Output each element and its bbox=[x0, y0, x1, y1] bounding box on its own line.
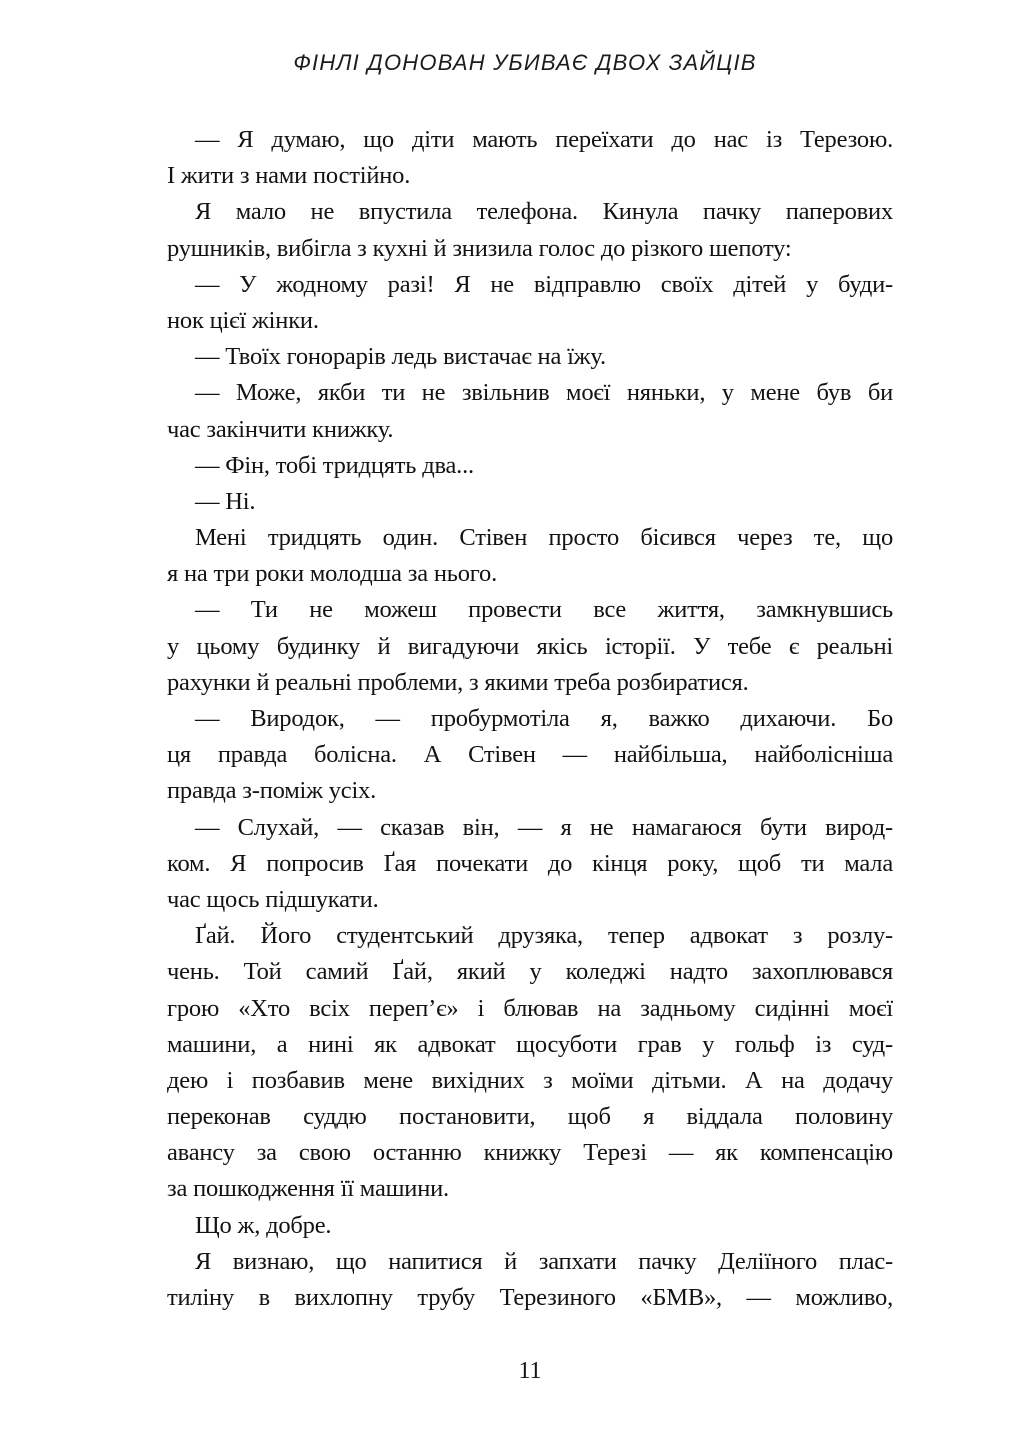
text-line: дею і позбавив мене вихідних з моїми дітьми. А на додачу bbox=[167, 1066, 893, 1094]
text-line: — Фін, тобі тридцять два... bbox=[195, 451, 474, 479]
text-line: Що ж, добре. bbox=[195, 1211, 332, 1239]
text-line: тиліну в вихлопну трубу Терезиного «БМВ», — можливо, bbox=[167, 1284, 893, 1311]
text-line: ця правда болісна. А Стівен — найбільша, найболісніша bbox=[167, 741, 893, 769]
text-line: Ґай. Його студентський друзяка, тепер адвокат з розлу- bbox=[195, 922, 893, 950]
text-line: — Твоїх гонорарів ледь вистачає на їжу. bbox=[195, 343, 606, 371]
text-line: — Ні. bbox=[195, 487, 256, 515]
text-line: — Виродок, — пробурмотіла я, важко дихаючи. Бо bbox=[195, 705, 893, 732]
text-line: за пошкодження її машини. bbox=[167, 1175, 449, 1203]
page-number: 11 bbox=[518, 1358, 542, 1384]
text-line: Мені тридцять один. Стівен просто бісився через те, що bbox=[195, 524, 893, 552]
text-line: правда з-поміж усіх. bbox=[167, 777, 377, 805]
text-line: час щось підшукати. bbox=[167, 885, 379, 913]
text-line: машини, а нині як адвокат щосуботи грав у гольф із суд- bbox=[167, 1030, 893, 1058]
text-line: ком. Я попросив Ґая почекати до кінця року, щоб ти мала bbox=[167, 849, 893, 877]
running-header: ФІНЛІ ДОНОВАН УБИВАЄ ДВОХ ЗАЙЦІВ bbox=[293, 50, 757, 75]
text-line: нок цієї жінки. bbox=[167, 306, 319, 334]
text-line: — Може, якби ти не звільнив моєї няньки, у мене був би bbox=[195, 379, 893, 407]
paragraph bbox=[167, 194, 893, 266]
text-line: я на три роки молодша за нього. bbox=[167, 560, 497, 588]
text-line: чень. Той самий Ґай, який у коледжі надто захоплювався bbox=[167, 958, 893, 986]
paragraph bbox=[167, 375, 893, 447]
paragraph bbox=[167, 810, 893, 919]
paragraph bbox=[167, 918, 893, 1208]
text-line: час закінчити книжку. bbox=[167, 415, 394, 443]
text-line: переконав суддю постановити, щоб я віддала половину bbox=[167, 1103, 893, 1131]
paragraph bbox=[167, 1244, 893, 1316]
paragraph bbox=[167, 122, 893, 194]
paragraph bbox=[167, 267, 893, 339]
text-line: Я мало не впустила телефона. Кинула пачку паперових bbox=[195, 198, 893, 226]
paragraph bbox=[167, 1208, 893, 1244]
paragraph bbox=[167, 484, 893, 520]
text-line: І жити з нами постійно. bbox=[167, 162, 411, 190]
text-line: рушників, вибігла з кухні й знизила голос до різкого шепоту: bbox=[167, 234, 792, 262]
text-line: у цьому будинку й вигадуючи якісь історії. У тебе є реальні bbox=[167, 632, 893, 660]
text-line: — Ти не можеш провести все життя, замкнувшись bbox=[195, 596, 893, 624]
body-text bbox=[167, 122, 893, 1316]
paragraph bbox=[167, 339, 893, 375]
text-line: авансу за свою останню книжку Терезі — як компенсацію bbox=[167, 1139, 893, 1167]
paragraph bbox=[167, 592, 893, 701]
text-line: — Я думаю, що діти мають переїхати до нас із Терезою. bbox=[195, 126, 893, 153]
paragraph bbox=[167, 701, 893, 810]
paragraph bbox=[167, 520, 893, 592]
text-line: грою «Хто всіх переп’є» і блював на задньому сидінні моєї bbox=[167, 994, 893, 1022]
text-line: — У жодному разі! Я не відправлю своїх дітей у буди- bbox=[195, 270, 893, 298]
text-line: Я визнаю, що напитися й запхати пачку Деліїного плас- bbox=[195, 1247, 893, 1275]
paragraph bbox=[167, 448, 893, 484]
text-line: — Слухай, — сказав він, — я не намагаюся бути вирод- bbox=[195, 813, 893, 841]
text-line: рахунки й реальні проблеми, з якими треба розбиратися. bbox=[167, 668, 749, 696]
